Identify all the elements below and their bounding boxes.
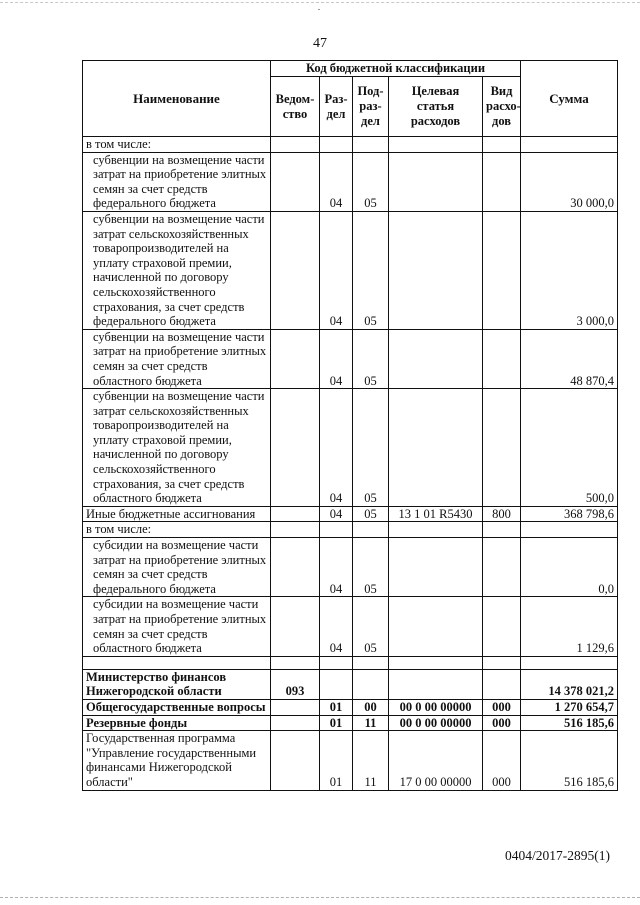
cell-razdel: 04: [320, 211, 353, 329]
cell-statya: [389, 389, 483, 507]
cell-name: субвенции на возмещение части затрат сельскохозяйственных товаропроизводителей на уплату страховой премии, начисленной по договору сельскохозяйственного страхования, за счет средств федерального бюджета: [83, 211, 271, 329]
table-row: [83, 211, 618, 329]
cell-summa: 1 270 654,7: [521, 699, 618, 715]
table-row: [83, 506, 618, 522]
cell-statya: [389, 656, 483, 669]
cell-vedomstvo: [271, 715, 320, 731]
cell-summa: 14 378 021,2: [521, 669, 618, 699]
cell-podrazdel: 05: [353, 211, 389, 329]
cell-name: в том числе:: [83, 137, 271, 153]
cell-podrazdel: [353, 522, 389, 538]
cell-podrazdel: 05: [353, 329, 389, 388]
cell-vid: [483, 538, 521, 597]
cell-vedomstvo: [271, 731, 320, 790]
cell-podrazdel: 05: [353, 538, 389, 597]
cell-summa: 48 870,4: [521, 329, 618, 388]
cell-statya: 00 0 00 00000: [389, 715, 483, 731]
header-vedomstvo: Ведом-ство: [271, 77, 320, 137]
cell-vedomstvo: [271, 656, 320, 669]
cell-vid: [483, 669, 521, 699]
cell-podrazdel: 05: [353, 506, 389, 522]
scan-edge-top: [0, 2, 640, 4]
cell-vid: [483, 656, 521, 669]
cell-razdel: [320, 522, 353, 538]
cell-summa: 3 000,0: [521, 211, 618, 329]
cell-statya: [389, 669, 483, 699]
table-body: [83, 137, 618, 791]
cell-summa: 500,0: [521, 389, 618, 507]
cell-statya: [389, 522, 483, 538]
cell-vid: [483, 389, 521, 507]
cell-podrazdel: 05: [353, 389, 389, 507]
scan-edge-bottom: [0, 897, 640, 899]
cell-statya: [389, 152, 483, 211]
document-code: 0404/2017-2895(1): [505, 848, 610, 863]
cell-razdel: [320, 669, 353, 699]
cell-vid: [483, 597, 521, 656]
cell-summa: 368 798,6: [521, 506, 618, 522]
table-row: [83, 152, 618, 211]
cell-vedomstvo: [271, 699, 320, 715]
cell-name: субсидии на возмещение части затрат на приобретение элитных семян за счет средств федерального бюджета: [83, 538, 271, 597]
cell-podrazdel: 11: [353, 715, 389, 731]
scan-speck: [318, 9, 320, 10]
cell-vedomstvo: [271, 597, 320, 656]
table-row: [83, 715, 618, 731]
cell-vid: 000: [483, 731, 521, 790]
cell-statya: [389, 538, 483, 597]
cell-statya: 00 0 00 00000: [389, 699, 483, 715]
cell-vedomstvo: [271, 137, 320, 153]
header-statya: Целевая статья расходов: [389, 77, 483, 137]
cell-vedomstvo: [271, 329, 320, 388]
cell-vedomstvo: [271, 389, 320, 507]
cell-vid: 000: [483, 699, 521, 715]
cell-razdel: 04: [320, 329, 353, 388]
cell-summa: [521, 656, 618, 669]
cell-podrazdel: 11: [353, 731, 389, 790]
cell-summa: [521, 522, 618, 538]
cell-name: субвенции на возмещение части затрат на приобретение элитных семян за счет средств федерального бюджета: [83, 152, 271, 211]
cell-summa: 516 185,6: [521, 731, 618, 790]
cell-summa: [521, 137, 618, 153]
cell-razdel: 04: [320, 152, 353, 211]
table-header: [83, 61, 618, 137]
cell-vid: [483, 137, 521, 153]
cell-statya: 17 0 00 00000: [389, 731, 483, 790]
cell-name: субсидии на возмещение части затрат на приобретение элитных семян за счет средств областного бюджета: [83, 597, 271, 656]
cell-vid: [483, 329, 521, 388]
cell-vedomstvo: [271, 538, 320, 597]
cell-podrazdel: 05: [353, 597, 389, 656]
cell-vid: 800: [483, 506, 521, 522]
cell-vedomstvo: [271, 152, 320, 211]
cell-razdel: 01: [320, 715, 353, 731]
cell-summa: 0,0: [521, 538, 618, 597]
table-row: [83, 669, 618, 699]
cell-name: Министерство финансов Нижегородской области: [83, 669, 271, 699]
cell-vid: [483, 152, 521, 211]
cell-summa: 30 000,0: [521, 152, 618, 211]
table-row: [83, 389, 618, 507]
cell-razdel: [320, 137, 353, 153]
cell-name: Резервные фонды: [83, 715, 271, 731]
cell-podrazdel: [353, 669, 389, 699]
cell-podrazdel: [353, 137, 389, 153]
cell-summa: 1 129,6: [521, 597, 618, 656]
table-row: [83, 597, 618, 656]
table-row: [83, 656, 618, 669]
cell-razdel: [320, 656, 353, 669]
table-row: [83, 329, 618, 388]
cell-statya: [389, 597, 483, 656]
table-row: [83, 731, 618, 790]
cell-vedomstvo: [271, 506, 320, 522]
cell-razdel: 04: [320, 597, 353, 656]
cell-vedomstvo: [271, 522, 320, 538]
cell-name: в том числе:: [83, 522, 271, 538]
cell-statya: 13 1 01 R5430: [389, 506, 483, 522]
header-code-group: Код бюджетной классификации: [271, 61, 521, 77]
cell-statya: [389, 137, 483, 153]
cell-vedomstvo: [271, 211, 320, 329]
header-summa: Сумма: [521, 61, 618, 137]
cell-name: [83, 656, 271, 669]
cell-statya: [389, 329, 483, 388]
cell-razdel: 04: [320, 389, 353, 507]
header-vid: Вид расхо-дов: [483, 77, 521, 137]
table-row: [83, 699, 618, 715]
page-number: 47: [313, 36, 327, 51]
cell-statya: [389, 211, 483, 329]
table-row: [83, 137, 618, 153]
cell-vid: [483, 211, 521, 329]
cell-podrazdel: 00: [353, 699, 389, 715]
cell-vid: 000: [483, 715, 521, 731]
cell-razdel: 01: [320, 731, 353, 790]
table-row: [83, 538, 618, 597]
cell-name: Государственная программа "Управление государственными финансами Нижегородской области": [83, 731, 271, 790]
header-name: Наименование: [83, 61, 271, 137]
cell-razdel: 04: [320, 506, 353, 522]
cell-name: Общегосударственные вопросы: [83, 699, 271, 715]
cell-summa: 516 185,6: [521, 715, 618, 731]
cell-name: Иные бюджетные ассигнования: [83, 506, 271, 522]
cell-razdel: 01: [320, 699, 353, 715]
table-row: [83, 522, 618, 538]
cell-vid: [483, 522, 521, 538]
cell-podrazdel: [353, 656, 389, 669]
budget-table: [82, 60, 618, 791]
cell-podrazdel: 05: [353, 152, 389, 211]
header-razdel: Раз-дел: [320, 77, 353, 137]
header-podrazdel: Под-раз-дел: [353, 77, 389, 137]
cell-vedomstvo: 093: [271, 669, 320, 699]
cell-name: субвенции на возмещение части затрат сельскохозяйственных товаропроизводителей на уплату страховой премии, начисленной по договору сельскохозяйственного страхования, за счет средств областного бюджета: [83, 389, 271, 507]
cell-name: субвенции на возмещение части затрат на приобретение элитных семян за счет средств областного бюджета: [83, 329, 271, 388]
cell-razdel: 04: [320, 538, 353, 597]
